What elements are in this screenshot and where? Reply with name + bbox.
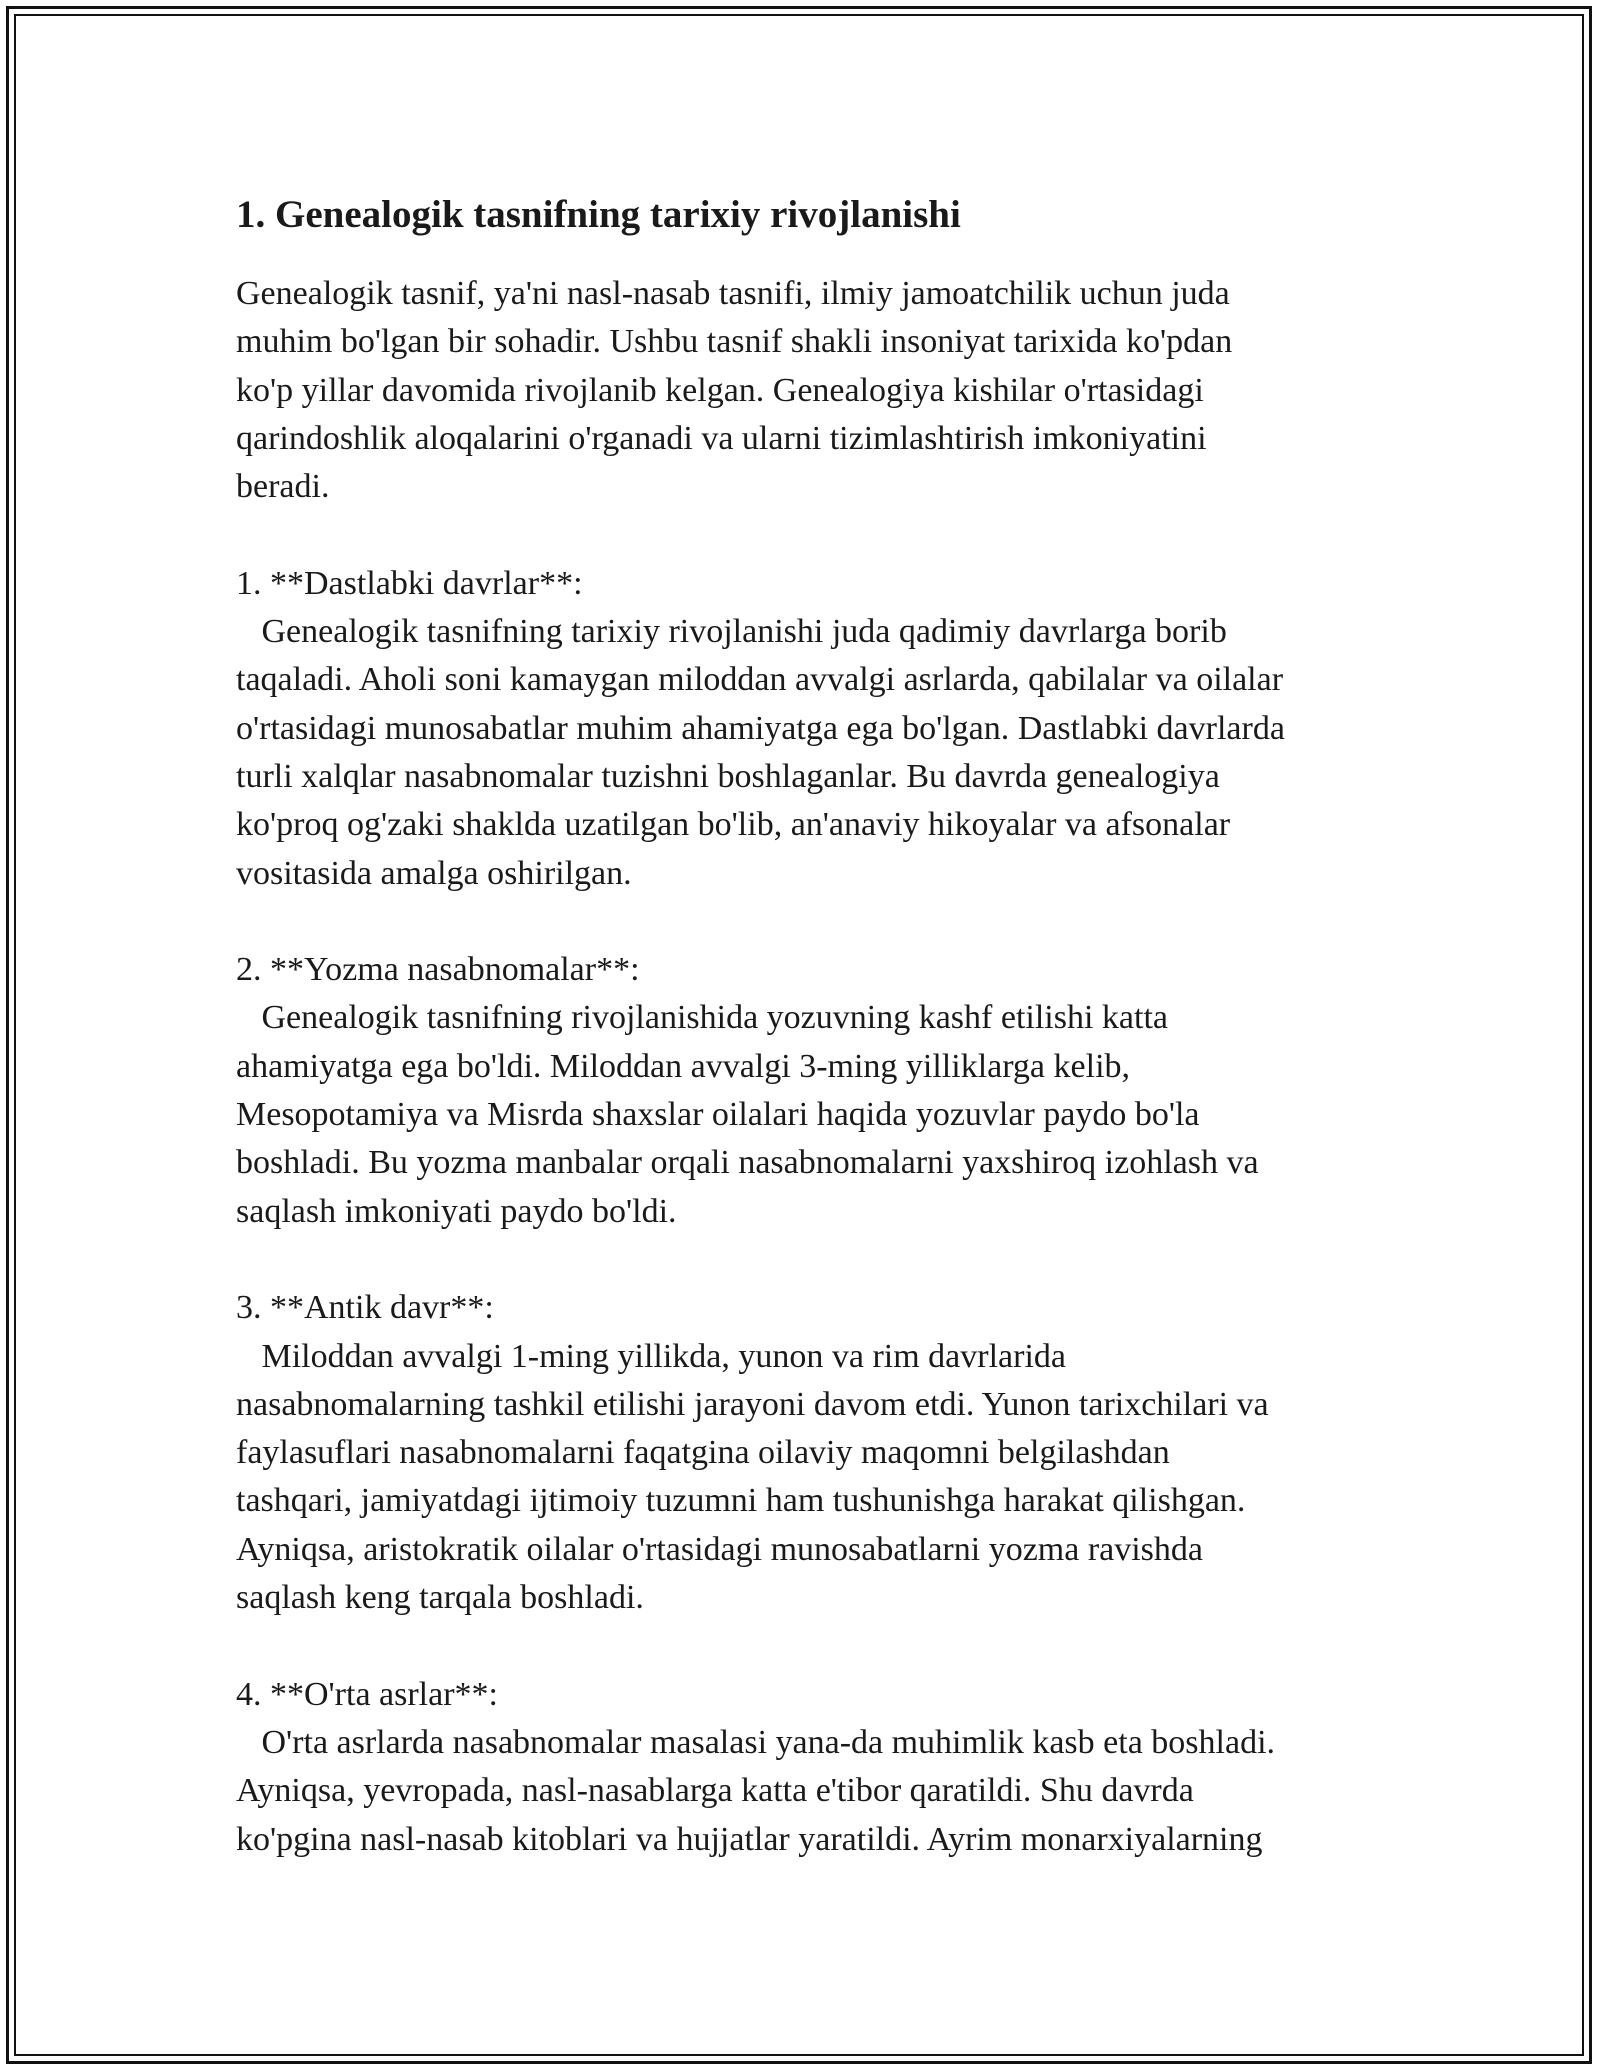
paragraph-gap bbox=[236, 1622, 1376, 1670]
paragraph-gap bbox=[236, 1236, 1376, 1284]
section-body-4: O'rta asrlarda nasabnomalar masalasi yana-da muhimlik kasb eta boshladi. Ayniqsa, yevropada, nasl-nasablarga katta e'tibor qaratildi. Shu davrda ko'pgina nasl-nasab kitoblari va hujjatlar yaratildi. Ayrim monarxiyalarning bbox=[236, 1723, 1276, 1858]
paragraph-gap bbox=[236, 511, 1376, 559]
section-heading-1: 1. **Dastlabki davrlar**: bbox=[236, 564, 583, 602]
paragraph-gap bbox=[236, 898, 1376, 946]
section-heading-4: 4. **O'rta asrlar**: bbox=[236, 1675, 498, 1713]
document-body bbox=[236, 188, 1376, 1864]
section-heading-3: 3. **Antik davr**: bbox=[236, 1289, 494, 1327]
document-title: 1. Genealogik tasnifning tarixiy rivojlanishi bbox=[236, 193, 961, 236]
section-heading-2: 2. **Yozma nasabnomalar**: bbox=[236, 951, 640, 989]
section-body-2: Genealogik tasnifning rivojlanishida yozuvning kashf etilishi katta ahamiyatga ega bo'ldi. Miloddan avvalgi 3-ming yilliklarga kelib, Mesopotamiya va Misrda shaxslar oilalari haqida yozuvlar paydo bo'la boshladi. Bu yozma manbalar orqali nasabnomalarni yaxshiroq izohlash va saqlash imkoniyati paydo bo'ldi. bbox=[236, 999, 1259, 1230]
intro-paragraph: Genealogik tasnif, ya'ni nasl-nasab tasnifi, ilmiy jamoatchilik uchun juda muhim bo'lgan bir sohadir. Ushbu tasnif shakli insoniyat tarixida ko'pdan ko'p yillar davomida rivojlanib kelgan. Genealogiya kishilar o'rtasidagi qarindoshlik aloqalarini o'rganadi va ularni tizimlashtirish imkoniyatini beradi. bbox=[236, 275, 1233, 506]
section-body-3: Miloddan avvalgi 1-ming yillikda, yunon va rim davrlarida nasabnomalarning tashkil etilishi jarayoni davom etdi. Yunon tarixchilari va faylasuflari nasabnomalarni faqatgina oilaviy maqomni belgilashdan tashqari, jamiyatdagi ijtimoiy tuzumni ham tushunishga harakat qilishgan. Ayniqsa, aristokratik oilalar o'rtasidagi munosabatlarni yozma ravishda saqlash keng tarqala boshladi. bbox=[236, 1337, 1269, 1617]
section-body-1: Genealogik tasnifning tarixiy rivojlanishi juda qadimiy davrlarga borib taqaladi. Aholi soni kamaygan miloddan avvalgi asrlarda, qabilalar va oilalar o'rtasidagi munosabatlar muhim ahamiyatga ega bo'lgan. Dastlabki davrlarda turli xalqlar nasabnomalar tuzishni boshlaganlar. Bu davrda genealogiya ko'proq og'zaki shaklda uzatilgan bo'lib, an'anaviy hikoyalar va afsonalar vositasida amalga oshirilgan. bbox=[236, 613, 1285, 892]
